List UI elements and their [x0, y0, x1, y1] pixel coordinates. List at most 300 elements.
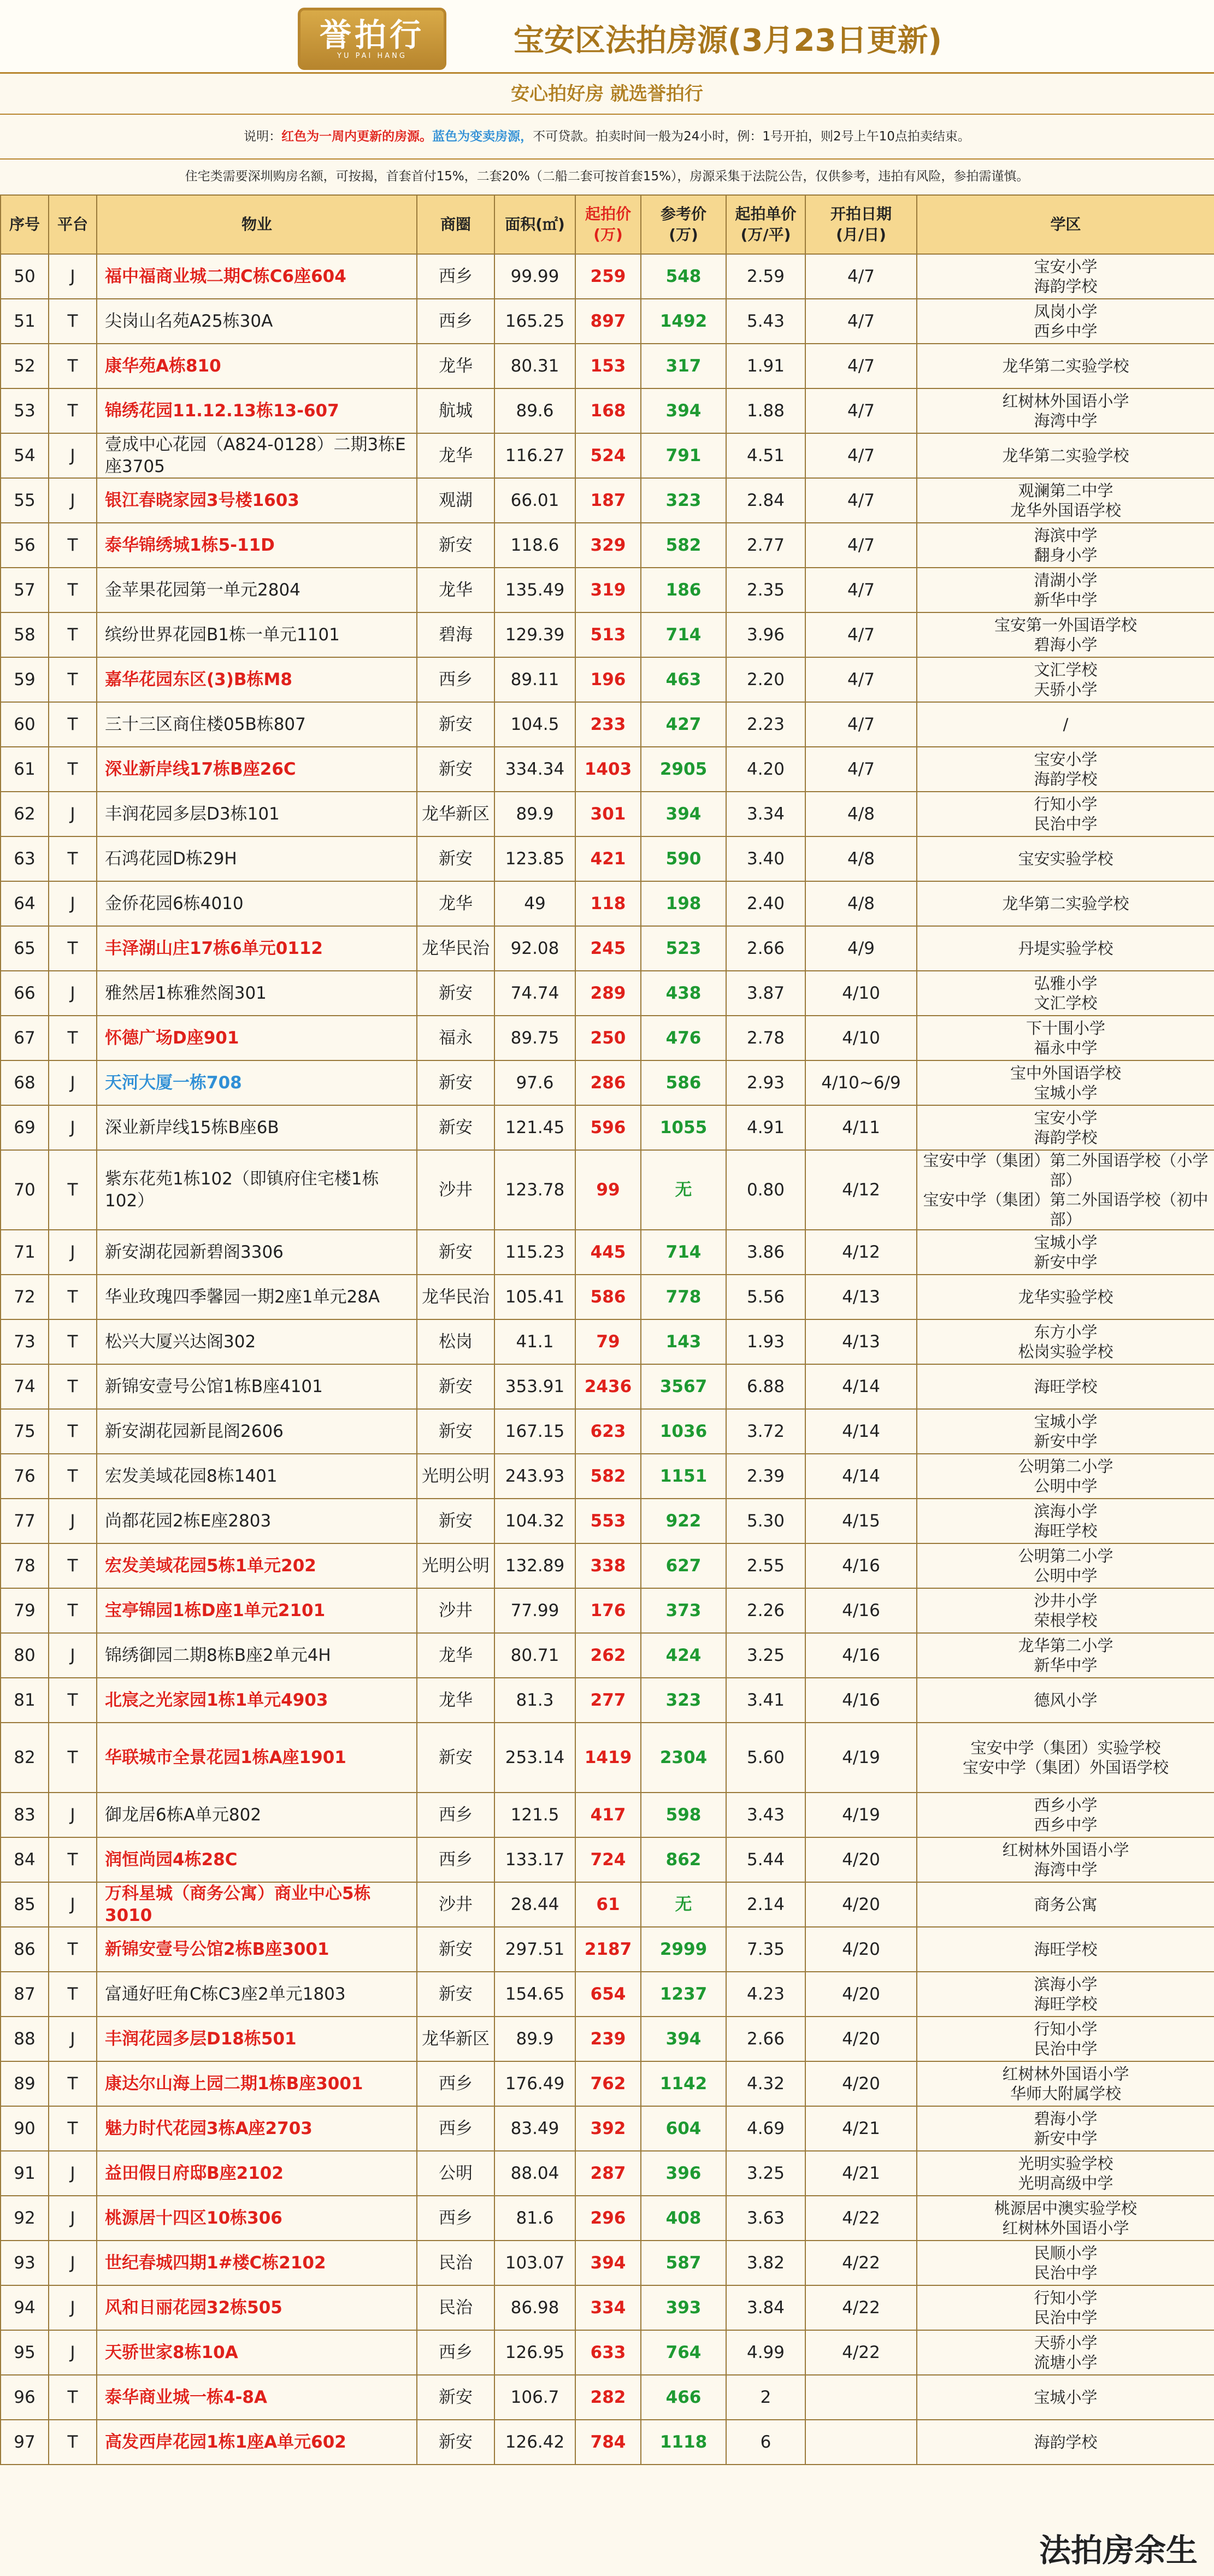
area-sqm: 74.74	[494, 971, 575, 1016]
unit-price: 1.93	[726, 1319, 805, 1364]
area-sqm: 89.75	[494, 1016, 575, 1060]
platform: J	[49, 1633, 97, 1678]
table-row[interactable]	[1, 1319, 1214, 1364]
auction-date: 4/7	[805, 478, 917, 523]
school-district: 宝安小学 海韵学校	[917, 254, 1214, 299]
property-name: 丰润花园多层D18栋501	[97, 2017, 417, 2061]
row-number: 95	[1, 2330, 49, 2375]
school-district: 宝安第一外国语学校 碧海小学	[917, 612, 1214, 657]
col-header-area: 面积(㎡)	[494, 195, 575, 254]
unit-price: 4.51	[726, 433, 805, 478]
start-price: 329	[575, 523, 641, 568]
property-name: 缤纷世界花园B1栋一单元1101	[97, 612, 417, 657]
row-number: 75	[1, 1409, 49, 1454]
unit-price: 3.96	[726, 612, 805, 657]
table-row[interactable]	[1, 523, 1214, 568]
school-district: 宝城小学 新安中学	[917, 1230, 1214, 1275]
table-row[interactable]	[1, 568, 1214, 612]
property-name: 宏发美域花园5栋1单元202	[97, 1543, 417, 1588]
note-line-2: 住宅类需要深圳购房名额，可按揭，首套首付15%，二套20%（二船二套可按首套15%），房源采集于法院公告，仅供参考，违拍有风险，参拍需谨慎。	[185, 169, 1029, 184]
auction-date: 4/8	[805, 792, 917, 836]
table-row[interactable]	[1, 1060, 1214, 1105]
row-number: 86	[1, 1927, 49, 1972]
property-name: 天河大厦一栋708	[97, 1060, 417, 1105]
platform: T	[49, 612, 97, 657]
area-sqm: 253.14	[494, 1723, 575, 1793]
table-row[interactable]	[1, 2375, 1214, 2420]
property-name: 金苹果花园第一单元2804	[97, 568, 417, 612]
unit-price: 3.25	[726, 1633, 805, 1678]
district: 民治	[417, 2285, 494, 2330]
table-row[interactable]	[1, 1275, 1214, 1319]
table-row[interactable]	[1, 792, 1214, 836]
auction-date: 4/12	[805, 1150, 917, 1230]
table-row[interactable]	[1, 1927, 1214, 1972]
reference-price: 373	[641, 1588, 726, 1633]
reference-price: 714	[641, 612, 726, 657]
auction-date: 4/21	[805, 2106, 917, 2151]
school-district: 公明第二小学 公明中学	[917, 1543, 1214, 1588]
area-sqm: 103.07	[494, 2241, 575, 2285]
school-district: 龙华第二小学 新华中学	[917, 1633, 1214, 1678]
start-price: 417	[575, 1793, 641, 1837]
platform: T	[49, 1837, 97, 1882]
district: 新安	[417, 1409, 494, 1454]
property-name: 福中福商业城二期C栋C6座604	[97, 254, 417, 299]
platform: T	[49, 1016, 97, 1060]
unit-price: 4.23	[726, 1972, 805, 2017]
platform: J	[49, 1499, 97, 1543]
area-sqm: 88.04	[494, 2151, 575, 2196]
reference-price: 862	[641, 1837, 726, 1882]
table-row[interactable]	[1, 1837, 1214, 1882]
table-row[interactable]	[1, 2330, 1214, 2375]
table-row[interactable]	[1, 881, 1214, 926]
auction-date: 4/7	[805, 702, 917, 747]
start-price: 99	[575, 1150, 641, 1230]
district: 龙华	[417, 1633, 494, 1678]
property-name: 御龙居6栋A单元802	[97, 1793, 417, 1837]
table-row[interactable]	[1, 926, 1214, 971]
district: 龙华	[417, 568, 494, 612]
table-row[interactable]	[1, 2017, 1214, 2061]
reference-price: 1142	[641, 2061, 726, 2106]
platform: J	[49, 881, 97, 926]
school-district: 商务公寓	[917, 1882, 1214, 1927]
reference-price: 438	[641, 971, 726, 1016]
reference-price: 424	[641, 1633, 726, 1678]
auction-date: 4/8	[805, 836, 917, 881]
reference-price: 590	[641, 836, 726, 881]
table-row[interactable]	[1, 1793, 1214, 1837]
platform: J	[49, 2330, 97, 2375]
area-sqm: 89.9	[494, 792, 575, 836]
school-district: 宝城小学	[917, 2375, 1214, 2420]
district: 松岗	[417, 1319, 494, 1364]
table-row[interactable]	[1, 1723, 1214, 1793]
unit-price: 2.14	[726, 1882, 805, 1927]
auction-date: 4/20	[805, 1882, 917, 1927]
unit-price: 2.84	[726, 478, 805, 523]
district: 新安	[417, 1723, 494, 1793]
district: 龙华	[417, 881, 494, 926]
school-district: 宝中外国语学校 宝城小学	[917, 1060, 1214, 1105]
table-row[interactable]	[1, 747, 1214, 792]
start-price: 897	[575, 299, 641, 344]
property-name: 壹成中心花园（A824-0128）二期3栋E座3705	[97, 433, 417, 478]
unit-price: 5.56	[726, 1275, 805, 1319]
row-number: 63	[1, 836, 49, 881]
property-name: 润恒尚园4栋28C	[97, 1837, 417, 1882]
col-header-no: 序号	[1, 195, 49, 254]
district: 新安	[417, 1972, 494, 2017]
area-sqm: 104.5	[494, 702, 575, 747]
table-row[interactable]	[1, 1409, 1214, 1454]
row-number: 90	[1, 2106, 49, 2151]
auction-date: 4/16	[805, 1633, 917, 1678]
platform: T	[49, 836, 97, 881]
auction-date: 4/7	[805, 657, 917, 702]
start-price: 118	[575, 881, 641, 926]
property-name: 魅力时代花园3栋A座2703	[97, 2106, 417, 2151]
table-row[interactable]	[1, 2106, 1214, 2151]
area-sqm: 133.17	[494, 1837, 575, 1882]
school-district: 红树林外国语小学 海湾中学	[917, 1837, 1214, 1882]
area-sqm: 154.65	[494, 1972, 575, 2017]
start-price: 250	[575, 1016, 641, 1060]
school-district: 宝安实验学校	[917, 836, 1214, 881]
property-name: 松兴大厦兴达阁302	[97, 1319, 417, 1364]
unit-price: 5.43	[726, 299, 805, 344]
platform: T	[49, 1275, 97, 1319]
unit-price: 5.30	[726, 1499, 805, 1543]
area-sqm: 49	[494, 881, 575, 926]
school-district: 丹堤实验学校	[917, 926, 1214, 971]
reference-price: 922	[641, 1499, 726, 1543]
row-number: 73	[1, 1319, 49, 1364]
start-price: 762	[575, 2061, 641, 2106]
area-sqm: 118.6	[494, 523, 575, 568]
unit-price: 4.91	[726, 1105, 805, 1150]
reference-price: 587	[641, 2241, 726, 2285]
logo-subtext: YU PAI HANG	[337, 51, 407, 60]
district: 龙华	[417, 1678, 494, 1723]
area-sqm: 106.7	[494, 2375, 575, 2420]
school-district: 光明实验学校 光明高级中学	[917, 2151, 1214, 2196]
auction-date: 4/16	[805, 1588, 917, 1633]
table-row[interactable]	[1, 1678, 1214, 1723]
reference-price: 186	[641, 568, 726, 612]
area-sqm: 86.98	[494, 2285, 575, 2330]
reference-price: 427	[641, 702, 726, 747]
start-price: 196	[575, 657, 641, 702]
start-price: 1403	[575, 747, 641, 792]
unit-price: 3.41	[726, 1678, 805, 1723]
table-row[interactable]	[1, 2151, 1214, 2196]
row-number: 59	[1, 657, 49, 702]
platform: T	[49, 388, 97, 433]
row-number: 94	[1, 2285, 49, 2330]
start-price: 784	[575, 2420, 641, 2465]
table-row[interactable]	[1, 388, 1214, 433]
school-district: 滨海小学 海旺学校	[917, 1972, 1214, 2017]
property-name: 康华苑A栋810	[97, 344, 417, 388]
area-sqm: 77.99	[494, 1588, 575, 1633]
table-row[interactable]	[1, 1364, 1214, 1409]
reference-price: 764	[641, 2330, 726, 2375]
school-district: 下十围小学 福永中学	[917, 1016, 1214, 1060]
start-price: 2187	[575, 1927, 641, 1972]
table-row[interactable]	[1, 1633, 1214, 1678]
row-number: 92	[1, 2196, 49, 2241]
school-district: 文汇学校 天骄小学	[917, 657, 1214, 702]
start-price: 2436	[575, 1364, 641, 1409]
table-row[interactable]	[1, 2061, 1214, 2106]
district: 西乡	[417, 299, 494, 344]
auction-date: 4/16	[805, 1543, 917, 1588]
start-price: 282	[575, 2375, 641, 2420]
auction-date: 4/7	[805, 254, 917, 299]
table-row[interactable]	[1, 2285, 1214, 2330]
unit-price: 2.77	[726, 523, 805, 568]
platform: J	[49, 1793, 97, 1837]
school-district: 滨海小学 海旺学校	[917, 1499, 1214, 1543]
start-price: 239	[575, 2017, 641, 2061]
platform: J	[49, 478, 97, 523]
row-number: 62	[1, 792, 49, 836]
school-district: 西乡小学 西乡中学	[917, 1793, 1214, 1837]
start-price: 394	[575, 2241, 641, 2285]
row-number: 55	[1, 478, 49, 523]
auction-date: 4/22	[805, 2196, 917, 2241]
row-number: 53	[1, 388, 49, 433]
auction-date: 4/7	[805, 523, 917, 568]
school-district: 红树林外国语小学 海湾中学	[917, 388, 1214, 433]
property-name: 深业新岸线17栋B座26C	[97, 747, 417, 792]
unit-price: 2.66	[726, 2017, 805, 2061]
start-price: 61	[575, 1882, 641, 1927]
row-number: 84	[1, 1837, 49, 1882]
unit-price: 2.55	[726, 1543, 805, 1588]
unit-price: 1.88	[726, 388, 805, 433]
table-row[interactable]	[1, 1230, 1214, 1275]
unit-price: 5.60	[726, 1723, 805, 1793]
reference-price: 323	[641, 478, 726, 523]
school-district: 海滨中学 翻身小学	[917, 523, 1214, 568]
area-sqm: 28.44	[494, 1882, 575, 1927]
district: 航城	[417, 388, 494, 433]
table-row[interactable]	[1, 1543, 1214, 1588]
table-row[interactable]	[1, 299, 1214, 344]
table-row[interactable]	[1, 1454, 1214, 1499]
reference-price: 408	[641, 2196, 726, 2241]
col-header-start-price: 起拍价 (万)	[575, 195, 641, 254]
table-row[interactable]	[1, 433, 1214, 478]
school-district: 桃源居中澳实验学校 红树林外国语小学	[917, 2196, 1214, 2241]
row-number: 89	[1, 2061, 49, 2106]
property-name: 风和日丽花园32栋505	[97, 2285, 417, 2330]
area-sqm: 105.41	[494, 1275, 575, 1319]
property-name: 石鸿花园D栋29H	[97, 836, 417, 881]
property-name: 高发西岸花园1栋1座A单元602	[97, 2420, 417, 2465]
school-district: /	[917, 702, 1214, 747]
row-number: 56	[1, 523, 49, 568]
reference-price: 714	[641, 1230, 726, 1275]
table-row[interactable]	[1, 2241, 1214, 2285]
unit-price: 2.78	[726, 1016, 805, 1060]
table-row[interactable]	[1, 1105, 1214, 1150]
table-row[interactable]	[1, 836, 1214, 881]
district: 新安	[417, 971, 494, 1016]
start-price: 319	[575, 568, 641, 612]
district: 光明公明	[417, 1543, 494, 1588]
district: 龙华	[417, 344, 494, 388]
table-row[interactable]	[1, 1150, 1214, 1230]
district: 光明公明	[417, 1454, 494, 1499]
unit-price: 2.40	[726, 881, 805, 926]
row-number: 93	[1, 2241, 49, 2285]
auction-date	[805, 2420, 917, 2465]
district: 新安	[417, 747, 494, 792]
table-body	[1, 254, 1214, 2465]
unit-price: 3.40	[726, 836, 805, 881]
table-row[interactable]	[1, 1972, 1214, 2017]
school-district: 龙华实验学校	[917, 1275, 1214, 1319]
unit-price: 6.88	[726, 1364, 805, 1409]
start-price: 582	[575, 1454, 641, 1499]
platform: T	[49, 2106, 97, 2151]
property-name: 三十三区商住楼05B栋807	[97, 702, 417, 747]
reference-price: 523	[641, 926, 726, 971]
school-district: 宝安小学 海韵学校	[917, 747, 1214, 792]
table-row[interactable]	[1, 1016, 1214, 1060]
platform: J	[49, 2196, 97, 2241]
school-district: 龙华第二实验学校	[917, 881, 1214, 926]
row-number: 69	[1, 1105, 49, 1150]
table-row[interactable]	[1, 1499, 1214, 1543]
area-sqm: 353.91	[494, 1364, 575, 1409]
property-name: 桃源居十四区10栋306	[97, 2196, 417, 2241]
note-line-1	[0, 115, 1214, 160]
table-row[interactable]	[1, 2196, 1214, 2241]
school-district: 弘雅小学 文汇学校	[917, 971, 1214, 1016]
platform: T	[49, 657, 97, 702]
row-number: 87	[1, 1972, 49, 2017]
start-price: 586	[575, 1275, 641, 1319]
platform: J	[49, 433, 97, 478]
school-district: 东方小学 松岗实验学校	[917, 1319, 1214, 1364]
auction-date: 4/7	[805, 388, 917, 433]
district: 沙井	[417, 1882, 494, 1927]
reference-price: 393	[641, 2285, 726, 2330]
district: 龙华新区	[417, 792, 494, 836]
logo	[298, 8, 446, 70]
area-sqm: 129.39	[494, 612, 575, 657]
platform: T	[49, 1927, 97, 1972]
district: 新安	[417, 2420, 494, 2465]
auction-date: 4/14	[805, 1454, 917, 1499]
table-row[interactable]	[1, 478, 1214, 523]
school-district: 行知小学 民治中学	[917, 792, 1214, 836]
reference-price: 2999	[641, 1927, 726, 1972]
platform: T	[49, 568, 97, 612]
row-number: 60	[1, 702, 49, 747]
unit-price: 3.87	[726, 971, 805, 1016]
start-price: 524	[575, 433, 641, 478]
header	[0, 0, 1214, 74]
area-sqm: 297.51	[494, 1927, 575, 1972]
property-name: 益田假日府邸B座2102	[97, 2151, 417, 2196]
property-name: 新安湖花园新昆阁2606	[97, 1409, 417, 1454]
platform: T	[49, 1364, 97, 1409]
area-sqm: 89.11	[494, 657, 575, 702]
area-sqm: 135.49	[494, 568, 575, 612]
reference-price: 463	[641, 657, 726, 702]
row-number: 91	[1, 2151, 49, 2196]
area-sqm: 66.01	[494, 478, 575, 523]
reference-price: 317	[641, 344, 726, 388]
property-name: 富通好旺角C栋C3座2单元1803	[97, 1972, 417, 2017]
area-sqm: 165.25	[494, 299, 575, 344]
property-name: 泰华锦绣城1栋5-11D	[97, 523, 417, 568]
reference-price: 1055	[641, 1105, 726, 1150]
table-row[interactable]	[1, 1882, 1214, 1927]
row-number: 76	[1, 1454, 49, 1499]
unit-price: 2.26	[726, 1588, 805, 1633]
table-row[interactable]	[1, 344, 1214, 388]
table-row[interactable]	[1, 657, 1214, 702]
district: 观湖	[417, 478, 494, 523]
property-name: 华业玫瑰四季馨园一期2座1单元28A	[97, 1275, 417, 1319]
district: 公明	[417, 2151, 494, 2196]
row-number: 81	[1, 1678, 49, 1723]
district: 新安	[417, 1364, 494, 1409]
start-price: 596	[575, 1105, 641, 1150]
table-row[interactable]	[1, 971, 1214, 1016]
table-row[interactable]	[1, 1588, 1214, 1633]
reference-price: 394	[641, 2017, 726, 2061]
auction-date	[805, 2375, 917, 2420]
watermark-text: 法拍房余生	[1039, 2532, 1198, 2569]
platform: J	[49, 1105, 97, 1150]
reference-price: 627	[641, 1543, 726, 1588]
area-sqm: 126.42	[494, 2420, 575, 2465]
auction-date: 4/7	[805, 612, 917, 657]
logo-text: 誉拍行	[319, 16, 425, 54]
start-price: 245	[575, 926, 641, 971]
property-name: 银江春晓家园3号楼1603	[97, 478, 417, 523]
table-row[interactable]	[1, 2420, 1214, 2465]
reference-price: 394	[641, 388, 726, 433]
table-row[interactable]	[1, 612, 1214, 657]
reference-price: 无	[641, 1882, 726, 1927]
table-row[interactable]	[1, 702, 1214, 747]
auction-date: 4/21	[805, 2151, 917, 2196]
col-header-date: 开拍日期 (月/日)	[805, 195, 917, 254]
platform: T	[49, 1543, 97, 1588]
platform: T	[49, 2420, 97, 2465]
area-sqm: 92.08	[494, 926, 575, 971]
area-sqm: 121.45	[494, 1105, 575, 1150]
property-name: 北宸之光家园1栋1单元4903	[97, 1678, 417, 1723]
area-sqm: 89.9	[494, 2017, 575, 2061]
property-name: 锦绣御园二期8栋B座2单元4H	[97, 1633, 417, 1678]
school-district: 红树林外国语小学 华师大附属学校	[917, 2061, 1214, 2106]
reference-price: 3567	[641, 1364, 726, 1409]
start-price: 168	[575, 388, 641, 433]
row-number: 57	[1, 568, 49, 612]
table-row[interactable]	[1, 254, 1214, 299]
